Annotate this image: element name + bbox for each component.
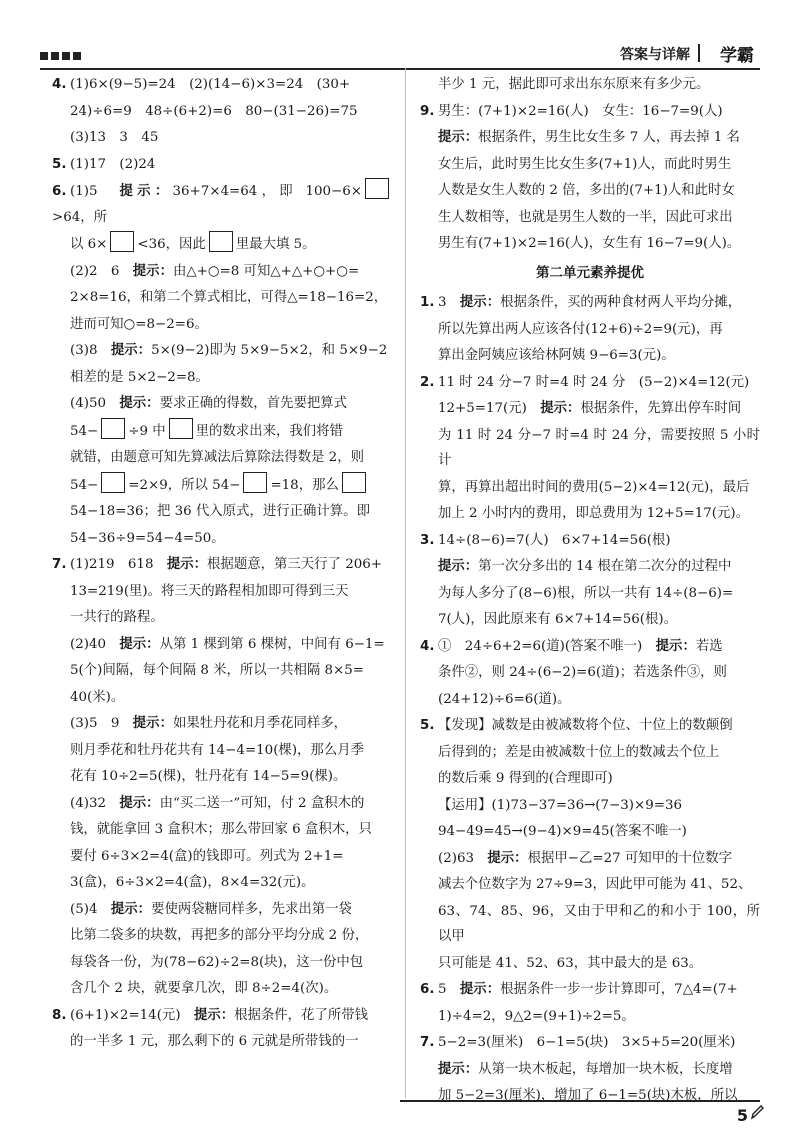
blank-box <box>169 418 193 439</box>
unit-answer-2: 2. 11 时 24 分−7 时=4 时 24 分 (5−2)×4=12(元) <box>420 374 750 390</box>
page-number: 5 <box>736 1106 748 1125</box>
decor-square <box>73 52 81 60</box>
blank-box <box>243 472 267 493</box>
answer-7: 7. (1)219 618 提示：根据题意，第三天行了 206+ <box>52 556 382 572</box>
unit-answer-7: 7. 5−2=3(厘米) 6−1=5(块) 3×5+5=20(厘米) <box>420 1035 736 1050</box>
blank-box <box>101 418 125 439</box>
blank-box <box>101 472 125 493</box>
unit-answer-3: 3. 14÷(8−6)=7(人) 6×7+14=56(根) <box>420 532 671 548</box>
page-header <box>40 38 760 70</box>
decor-square <box>51 52 59 60</box>
unit-answer-4: 4. ① 24÷6+2=6(道)(答案不唯一) 提示：若选 <box>420 637 723 654</box>
answer-6: 6. (1)5 提示：36+7×4=64，即 100−6×>64，所 <box>52 178 392 230</box>
decor-square <box>62 52 70 60</box>
blank-box <box>342 472 366 493</box>
footer-rule <box>400 1100 760 1102</box>
answer-8: 8. (6+1)×2=14(元) 提示：根据条件，花了所带钱 <box>52 1006 369 1023</box>
answer-9: 9. 男生：(7+1)×2=16(人) 女生：16−7=9(人) <box>420 103 723 119</box>
left-column: 4. (1)6×(9−5)=24 (2)(14−6)×3=24 (30+ 24)÷6=9 48÷(6+2)=6 80−(31−26)=75 (3)13 3 45 5. (1)17 (2)24 6. (1)5 提示：36+7×4=64，即 100−6×>64，所 以 6× <36，因此 里最大填 5。 (2)2 6 提示：由△+○=8 可知△+△+○+○= 2×8=16，和第二个算式相比，可得△=18−16=2， 进而可知○=8−2=6。 (3)8 提示：5×(9−2)即为 5×9−5×2，和 5×9−2 相差的是 5×2−2=8。 (4)50 提示：要求正确的得数，首先要把算式 54− ÷9 中 里的数求出来，我们将错 就错，由题意可知先算减法后算除法得数是 2，则 54− =2×9，所以 54− =18，那么 54−18=36；把 36 代入原式，进行正确计算。即 54−36÷9=54−4=50。 7. (1)219 618 提示：根据题意，第三天行了 206+ 13=219(里)。将三天的路程相加即可得到三天 一共行的路程。 (2)40 提示：从第 1 棵到第 6 棵树，中间有 6−1= 5(个)间隔，每个间隔 8 米，所以一共相隔 8×5= 40(米)。 (3)5 9 提示：如果牡丹花和月季花同样多， 则月季花和牡丹花共有 14−4=10(棵)，那么月季 花有 10÷2=5(棵)，牡丹花有 14−5=9(棵)。 (4)32 提示：由“买二送一”可知，付 2 盒积木的 钱，就能拿回 3 盒积木；那么带回家 6 盒积木，只 要付 6÷3×2=4(盒)的钱即可。列式为 2+1= 3(盒)，6÷3×2=4(盒)，8×4=32(元)。 (5)4 提示：要使两袋糖同样多，先求出第一袋 比第二袋多的块数，再把多的部分平均分成 2 份， 每袋各一份，为(78−62)÷2=8(块)，这一份中包 含几个 2 块，就要拿几次，即 8÷2=4(次)。 8. (6+1)×2=14(元) 提示：根据条件，花了所带钱 的一半多 1 元，那么剩下的 6 元就是所带钱的一 <box>52 72 392 1056</box>
blank-box <box>209 231 233 252</box>
answer-5: 5. (1)17 (2)24 <box>52 156 156 172</box>
unit-answer-5: 5. 【发现】减数是由被减数将个位、十位上的数颠倒 <box>420 718 733 733</box>
unit-answer-1: 1. 3 提示：根据条件，买的两种食材两人平均分摊， <box>420 294 742 310</box>
unit-answer-6: 6. 5 提示：根据条件一步一步计算即可，7△4=(7+ <box>420 981 738 997</box>
answer-8-continued: 半少 1 元，据此即可求出东东原来有多少元。 <box>438 77 710 92</box>
blank-box <box>365 178 389 199</box>
header-title: 答案与详解 <box>620 47 690 63</box>
pencil-icon <box>750 1104 764 1120</box>
header-separator <box>698 44 700 62</box>
blank-box <box>110 231 134 252</box>
right-column: 半少 1 元，据此即可求出东东原来有多少元。 9. 男生：(7+1)×2=16(人) 女生：16−7=9(人) 提示：根据条件，男生比女生多 7 人，再去掉 1 名 女生后，此时男生比女生多(7+1)人，而此时男生 人数是女生人数的 2 倍，多出的(7+1)人和此时女 生人数相等，也就是男生人数的一半，因此可求出 男生有(7+1)×2=16(人)，女生有 16−7=9(人)。 第二单元素养提优 1. 3 提示：根据条件，买的两种食材两人平均分摊， 所以先算出两人应该各付(12+6)÷2=9(元)，再 算出金阿姨应该给林阿姨 9−6=3(元)。 2. 11 时 24 分−7 时=4 时 24 分 (5−2)×4=12(元) 12+5=17(元) 提示：根据条件，先算出停车时间 为 11 时 24 分−7 时=4 时 24 分，需要按照 5 小时计 算，再算出超出时间的费用(5−2)×4=12(元)，最后 加上 2 小时内的费用，即总费用为 12+5=17(元)。 3. 14÷(8−6)=7(人) 6×7+14=56(根) 提示：第一次分多出的 14 根在第二次分的过程中 为每人多分了(8−6)根，所以一共有 14÷(8−6)= 7(人)，因此原来有 6×7+14=56(根)。 4. ① 24÷6+2=6(道)(答案不唯一) 提示：若选 条件②，则 24÷(6−2)=6(道)；若选条件③，则 (24+12)÷6=6(道)。 5. 【发现】减数是由被减数将个位、十位上的数颠倒 后得到的；差是由被减数十位上的数减去个位上 的数后乘 9 得到的(合理即可) 【运用】(1)73−37=36→(7−3)×9=36 94−49=45→(9−4)×9=45(答案不唯一) (2)63 提示：根据甲−乙=27 可知甲的十位数字 减去个位数字为 27÷9=3，因此甲可能为 41、52、 63、74、85、96，又由于甲和乙的和小于 100，所以甲 只可能是 41、52、63，其中最大的是 63。 6. 5 提示：根据条件一步一步计算即可，7△4=(7+ 1)÷4=2，9△2=(9+1)÷2=5。 7. 5−2=3(厘米) 6−1=5(块) 3×5+5=20(厘米) 提示：从第一块木板起，每增加一块木板，长度增 加 5−2=3(厘米)，增加了 6−1=5(块)木板，所以 <box>420 72 760 1110</box>
brand-logo: 学霸 <box>720 46 754 66</box>
decor-square <box>40 52 48 60</box>
section-title: 第二单元素养提优 <box>536 264 644 281</box>
column-divider <box>405 68 406 1098</box>
answer-4: 4. (1)6×(9−5)=24 (2)(14−6)×3=24 (30+ <box>52 77 351 92</box>
